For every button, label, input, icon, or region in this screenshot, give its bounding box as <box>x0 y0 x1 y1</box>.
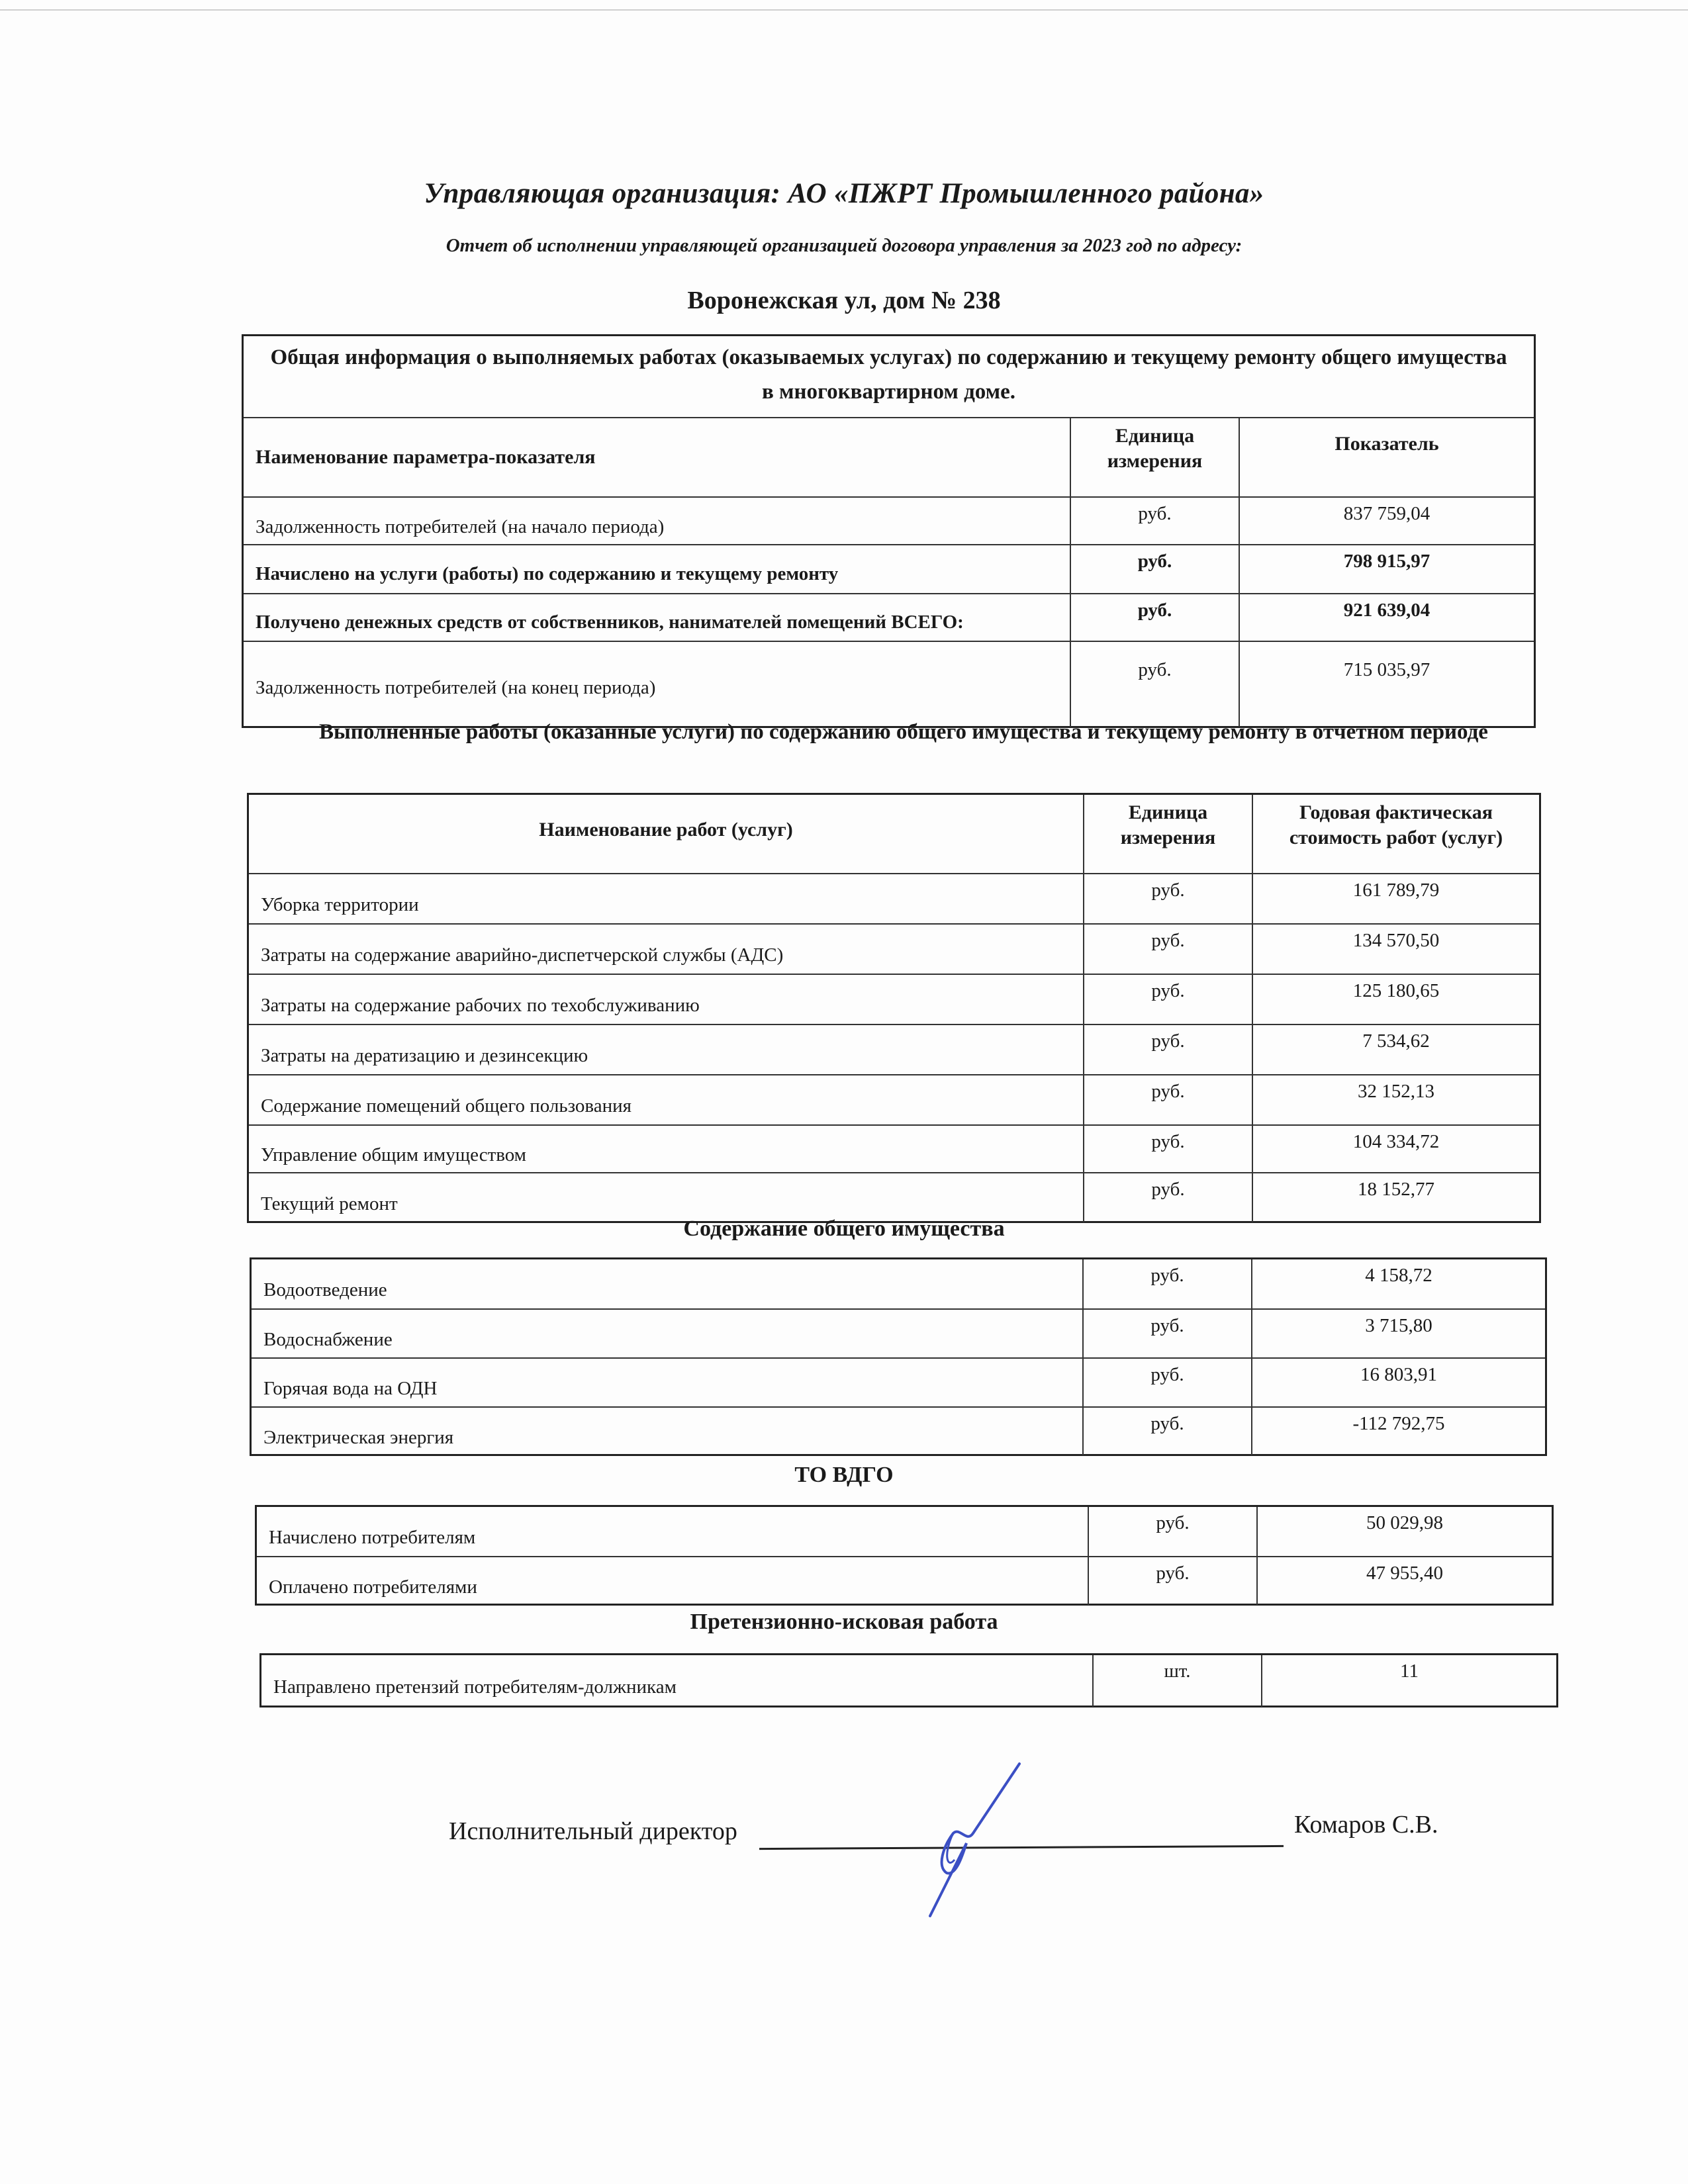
row-value: 18 152,77 <box>1252 1173 1539 1222</box>
row-unit: руб. <box>1082 1359 1251 1406</box>
row-unit: руб. <box>1070 642 1239 727</box>
table-row <box>252 1406 1545 1455</box>
report-title: Отчет об исполнении управляющей организацией договора управления за 2023 год по адресу: <box>445 235 1243 256</box>
table-row <box>249 1172 1539 1222</box>
row-value: 798 915,97 <box>1239 545 1534 593</box>
scan-edge-line <box>0 9 1688 11</box>
row-value: 4 158,72 <box>1251 1259 1545 1308</box>
row-value: 50 029,98 <box>1256 1507 1552 1556</box>
table-row <box>249 1074 1539 1124</box>
vdgo-title: ТО ВДГО <box>794 1463 894 1487</box>
common-property-title: Содержание общего имущества <box>683 1216 1005 1241</box>
organization-title: Управляющая организация: АО «ПЖРТ Промышленного района» <box>424 178 1264 209</box>
row-unit: руб. <box>1070 498 1239 544</box>
row-value: 125 180,65 <box>1252 975 1539 1024</box>
table-row <box>252 1259 1545 1308</box>
row-value: 11 <box>1261 1655 1556 1707</box>
row-value: 161 789,79 <box>1252 874 1539 923</box>
row-name: Текущий ремонт <box>261 1193 398 1214</box>
address: Воронежская ул, дом № 238 <box>687 287 1001 314</box>
row-unit: руб. <box>1083 874 1252 923</box>
row-name: Водоотведение <box>263 1279 387 1300</box>
works-header-row <box>249 795 1539 873</box>
row-name: Задолженность потребителей (на конец периода) <box>256 676 656 698</box>
row-unit: руб. <box>1088 1557 1256 1605</box>
vdgo-table <box>255 1505 1554 1606</box>
row-value: 32 152,13 <box>1252 1075 1539 1124</box>
table-row <box>252 1357 1545 1406</box>
column-header-name: Наименование работ (услуг) <box>539 819 793 841</box>
row-name: Оплачено потребителями <box>269 1576 477 1598</box>
works-title: Выполненные работы (оказанные услуги) по содержанию общего имущества и текущему ремонту в отчетном периоде <box>319 720 1488 744</box>
row-unit: руб. <box>1070 594 1239 641</box>
row-name: Управление общим имуществом <box>261 1144 527 1165</box>
row-value: 7 534,62 <box>1252 1025 1539 1074</box>
general-info-caption: Общая информация о выполняемых работах (оказываемых услугах) по содержанию и текущему ремонту общего имущества в многоквартирном доме. <box>270 345 1507 404</box>
row-unit: руб. <box>1082 1310 1251 1357</box>
works-table <box>247 793 1541 1223</box>
row-name: Начислено на услуги (работы) по содержанию и текущему ремонту <box>256 563 839 584</box>
row-value: 837 759,04 <box>1239 498 1534 544</box>
row-unit: руб. <box>1083 975 1252 1024</box>
row-value: 16 803,91 <box>1251 1359 1545 1406</box>
table-row <box>244 544 1534 593</box>
row-value: 134 570,50 <box>1252 925 1539 974</box>
row-value: 715 035,97 <box>1239 642 1534 727</box>
row-unit: руб. <box>1083 1025 1252 1074</box>
row-name: Задолженность потребителей (на начало периода) <box>256 516 665 537</box>
row-value: 921 639,04 <box>1239 594 1534 641</box>
row-name: Получено денежных средств от собственников, нанимателей помещений ВСЕГО: <box>256 611 964 633</box>
table-row <box>257 1556 1552 1605</box>
column-header-unit: Единица измерения <box>1070 418 1239 496</box>
signatory-name: Комаров С.В. <box>1294 1811 1438 1839</box>
row-name: Водоснабжение <box>263 1328 393 1350</box>
row-unit: руб. <box>1082 1259 1251 1308</box>
row-name: Затраты на содержание рабочих по техобслуживанию <box>261 994 700 1016</box>
row-unit: руб. <box>1083 1126 1252 1172</box>
table-row <box>244 641 1534 727</box>
handwritten-signature-icon <box>880 1760 1053 1919</box>
common-property-table <box>250 1257 1547 1456</box>
claims-title: Претензионно-исковая работа <box>690 1610 998 1634</box>
table-row <box>257 1507 1552 1556</box>
table-row <box>249 923 1539 974</box>
row-value: 104 334,72 <box>1252 1126 1539 1172</box>
row-name: Затраты на содержание аварийно-диспетчерской службы (АДС) <box>261 944 784 966</box>
row-unit: руб. <box>1070 545 1239 593</box>
table-row <box>261 1655 1556 1707</box>
row-name: Электрическая энергия <box>263 1426 454 1448</box>
table-row <box>249 1124 1539 1172</box>
row-unit: руб. <box>1088 1507 1256 1556</box>
row-name: Уборка территории <box>261 893 419 915</box>
table-row <box>249 1024 1539 1074</box>
column-header-value: Годовая фактическая стоимость работ (услуг) <box>1252 795 1539 873</box>
table-row <box>244 593 1534 641</box>
row-name: Затраты на дератизацию и дезинсекцию <box>261 1044 588 1066</box>
row-unit: руб. <box>1082 1408 1251 1455</box>
row-unit: руб. <box>1083 1075 1252 1124</box>
general-info-table <box>242 334 1536 728</box>
row-value: 47 955,40 <box>1256 1557 1552 1605</box>
row-name: Начислено потребителям <box>269 1526 476 1548</box>
column-header-unit: Единица измерения <box>1083 795 1252 873</box>
table-row <box>244 496 1534 544</box>
signatory-position: Исполнительный директор <box>449 1817 737 1845</box>
table-row <box>252 1308 1545 1357</box>
row-value: -112 792,75 <box>1251 1408 1545 1455</box>
general-info-header-row <box>244 417 1534 496</box>
row-unit: руб. <box>1083 1173 1252 1222</box>
row-name: Направлено претензий потребителям-должникам <box>273 1676 677 1698</box>
row-value: 3 715,80 <box>1251 1310 1545 1357</box>
row-name: Горячая вода на ОДН <box>263 1377 438 1399</box>
row-unit: руб. <box>1083 925 1252 974</box>
column-header-value: Показатель <box>1239 418 1534 496</box>
claims-table <box>259 1653 1558 1707</box>
table-row <box>249 974 1539 1024</box>
row-name: Содержание помещений общего пользования <box>261 1095 632 1116</box>
column-header-name: Наименование параметра-показателя <box>256 446 596 468</box>
table-row <box>249 873 1539 923</box>
row-unit: шт. <box>1092 1655 1261 1707</box>
